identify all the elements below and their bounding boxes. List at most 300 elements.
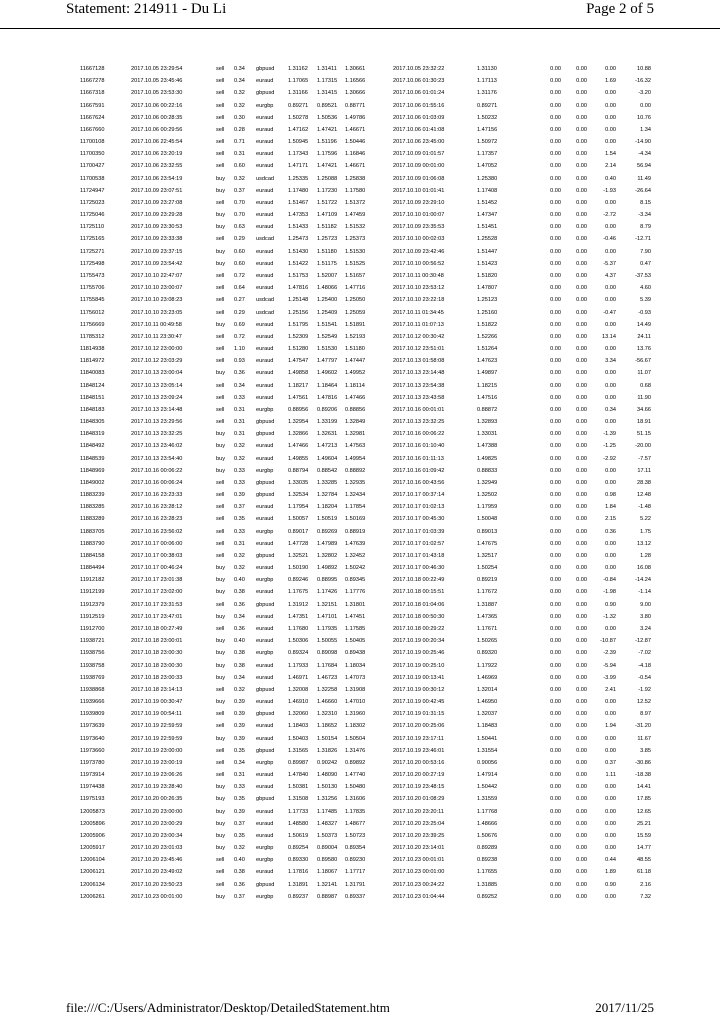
cell-take-profit: 1.47639: [345, 540, 366, 547]
cell-commission: 0.00: [550, 869, 561, 876]
cell-stop-loss: 1.17485: [317, 808, 338, 815]
cell-stop-loss: 1.47816: [317, 394, 338, 401]
cell-swap: -0.46: [603, 236, 616, 243]
cell-close-price: 1.51820: [477, 273, 498, 279]
table-row: [80, 428, 651, 440]
cell-size: 0.39: [234, 492, 245, 499]
cell-close-time: 2017.10.09 01:06:08: [393, 175, 445, 182]
cell-stop-loss: 0.89206: [317, 406, 338, 413]
cell-item: eurgbp: [256, 759, 274, 766]
cell-ticket: 12006121: [80, 869, 105, 876]
cell-close-price: 1.50972: [477, 139, 498, 146]
cell-stop-loss: 0.89521: [317, 102, 338, 109]
cell-close-price: 1.47914: [477, 772, 498, 779]
cell-close-price: 0.90056: [477, 759, 498, 766]
cell-open-price: 1.25473: [288, 236, 309, 243]
cell-size: 0.33: [234, 394, 245, 401]
cell-stop-loss: 1.18204: [317, 504, 338, 511]
cell-item: gbpusd: [256, 881, 275, 888]
cell-item: eurgbp: [256, 650, 274, 657]
cell-open-price: 1.47728: [288, 540, 309, 547]
cell-ticket: 11938769: [80, 674, 105, 681]
cell-open-price: 1.47547: [288, 358, 309, 365]
cell-size: 0.38: [234, 650, 245, 657]
table-row: [80, 136, 651, 148]
cell-close-price: 1.51452: [477, 199, 498, 206]
cell-swap: 0.00: [605, 784, 616, 791]
cell-type: sell: [216, 236, 225, 243]
cell-open-time: 2017.10.20 23:00:29: [131, 820, 183, 827]
cell-commission: 0.00: [550, 857, 561, 864]
cell-item: euraud: [256, 151, 274, 158]
cell-profit: 11.67: [637, 735, 651, 742]
cell-taxes: 0.00: [576, 869, 587, 876]
cell-commission: 0.00: [550, 540, 561, 547]
cell-close-price: 1.47365: [477, 613, 498, 620]
cell-take-profit: 0.89892: [345, 759, 366, 766]
table-row: [80, 720, 651, 732]
cell-type: buy: [216, 455, 226, 462]
cell-type: buy: [216, 187, 226, 194]
cell-take-profit: 1.50723: [345, 832, 366, 839]
table-row: [80, 331, 651, 343]
cell-close-time: 2017.10.09 00:01:00: [393, 163, 445, 170]
cell-close-time: 2017.10.10 00:02:03: [393, 236, 445, 243]
cell-taxes: 0.00: [576, 540, 587, 547]
cell-item: euraud: [256, 674, 274, 681]
cell-take-profit: 1.49954: [345, 455, 366, 462]
cell-commission: 0.00: [550, 467, 561, 474]
cell-profit: 16.08: [637, 565, 651, 572]
cell-take-profit: 1.50504: [345, 735, 366, 742]
cell-close-price: 1.17113: [477, 78, 497, 85]
cell-taxes: 0.00: [576, 516, 587, 523]
cell-size: 0.60: [234, 260, 245, 267]
cell-size: 0.33: [234, 467, 245, 474]
cell-taxes: 0.00: [576, 248, 587, 255]
cell-size: 0.34: [234, 382, 245, 389]
cell-close-time: 2017.10.12 00:30:42: [393, 333, 445, 340]
cell-open-time: 2017.10.06 00:29:56: [131, 126, 183, 133]
cell-close-time: 2017.10.11 01:34:45: [393, 309, 444, 316]
cell-open-time: 2017.10.20 23:00:34: [131, 832, 183, 839]
cell-open-time: 2017.10.09 23:33:38: [131, 236, 183, 243]
cell-close-time: 2017.10.20 00:25:06: [393, 723, 445, 730]
cell-open-time: 2017.10.19 23:06:26: [131, 772, 183, 779]
cell-taxes: 0.00: [576, 857, 587, 864]
cell-type: buy: [216, 832, 226, 839]
cell-close-price: 1.50441: [477, 735, 498, 742]
cell-item: gbpusd: [256, 601, 275, 608]
cell-close-time: 2017.10.19 23:48:15: [393, 784, 445, 791]
cell-open-time: 2017.10.05 23:29:54: [131, 66, 183, 73]
cell-commission: 0.00: [550, 747, 561, 754]
cell-swap: 0.90: [605, 881, 616, 888]
cell-open-price: 0.89330: [288, 857, 309, 864]
cell-profit: 1.28: [640, 552, 651, 559]
cell-size: 0.32: [234, 455, 245, 462]
cell-close-price: 1.18215: [477, 382, 498, 389]
cell-take-profit: 0.88892: [345, 467, 366, 474]
cell-commission: 0.00: [550, 102, 561, 109]
cell-close-price: 1.17768: [477, 808, 498, 815]
cell-ticket: 11912700: [80, 625, 105, 632]
cell-open-time: 2017.10.19 23:28:40: [131, 784, 183, 791]
cell-open-price: 0.88794: [288, 467, 309, 474]
cell-ticket: 11938756: [80, 650, 105, 657]
cell-size: 0.63: [234, 224, 245, 231]
cell-take-profit: 1.31791: [345, 881, 366, 888]
cell-item: euraud: [256, 820, 274, 827]
cell-profit: 3.24: [640, 625, 651, 632]
cell-size: 0.31: [234, 419, 245, 426]
cell-close-price: 1.50442: [477, 784, 498, 791]
cell-type: sell: [216, 358, 225, 365]
cell-close-time: 2017.10.19 01:31:15: [393, 711, 445, 718]
cell-size: 0.32: [234, 552, 245, 559]
cell-swap: 0.00: [605, 735, 616, 742]
cell-close-time: 2017.10.19 00:13:41: [393, 674, 445, 681]
cell-item: eurgbp: [256, 845, 274, 852]
cell-stop-loss: 0.90242: [317, 759, 338, 766]
cell-item: euraud: [256, 638, 274, 645]
cell-profit: 4.60: [640, 285, 651, 292]
cell-taxes: 0.00: [576, 832, 587, 839]
cell-take-profit: 1.18114: [345, 382, 365, 389]
cell-open-price: 1.47466: [288, 443, 309, 450]
cell-open-time: 2017.10.09 23:29:28: [131, 212, 183, 219]
cell-stop-loss: 1.52549: [317, 333, 338, 340]
cell-open-price: 1.31565: [288, 747, 309, 754]
cell-taxes: 0.00: [576, 808, 587, 815]
cell-open-price: 1.46971: [288, 674, 309, 681]
cell-profit: 3.85: [640, 747, 651, 754]
cell-open-price: 1.46910: [288, 699, 309, 706]
cell-close-time: 2017.10.12 23:51:01: [393, 346, 445, 353]
cell-type: buy: [216, 212, 226, 219]
cell-profit: 5.39: [640, 297, 651, 304]
cell-open-time: 2017.10.17 00:38:03: [131, 552, 183, 559]
cell-take-profit: 1.51657: [345, 273, 366, 279]
cell-close-price: 1.47052: [477, 163, 498, 170]
cell-item: usdcad: [256, 309, 275, 316]
cell-take-profit: 1.17585: [345, 625, 366, 632]
cell-commission: 0.00: [550, 577, 561, 584]
cell-stop-loss: 1.48327: [317, 820, 338, 827]
cell-type: buy: [216, 589, 226, 596]
cell-close-time: 2017.10.19 00:25:46: [393, 650, 445, 657]
cell-item: euraud: [256, 260, 274, 267]
cell-item: euraud: [256, 285, 274, 292]
cell-profit: 0.68: [640, 382, 651, 389]
cell-close-price: 1.51423: [477, 260, 498, 267]
cell-take-profit: 1.25059: [345, 309, 366, 316]
cell-stop-loss: 1.50055: [317, 638, 338, 645]
cell-size: 0.34: [234, 66, 245, 73]
cell-close-price: 1.47347: [477, 212, 498, 219]
cell-commission: 0.00: [550, 199, 561, 206]
cell-size: 0.27: [234, 297, 245, 304]
cell-size: 0.32: [234, 90, 245, 97]
cell-swap: 0.00: [605, 711, 616, 718]
cell-commission: 0.00: [550, 394, 561, 401]
cell-open-time: 2017.10.18 23:00:30: [131, 650, 183, 657]
cell-close-price: 1.17672: [477, 589, 498, 596]
cell-open-time: 2017.10.20 23:00:00: [131, 808, 183, 815]
cell-commission: 0.00: [550, 845, 561, 852]
cell-commission: 0.00: [550, 90, 561, 97]
cell-item: euraud: [256, 455, 274, 462]
cell-close-time: 2017.10.09 23:29:10: [393, 199, 445, 206]
table-row: [80, 173, 651, 185]
cell-commission: 0.00: [550, 78, 561, 85]
cell-commission: 0.00: [550, 686, 561, 693]
cell-swap: 1.11: [605, 772, 616, 779]
cell-size: 0.40: [234, 638, 245, 645]
cell-open-time: 2017.10.20 23:49:02: [131, 869, 183, 876]
cell-type: sell: [216, 419, 225, 426]
cell-size: 0.70: [234, 199, 245, 206]
cell-take-profit: 1.47073: [345, 674, 366, 681]
cell-open-time: 2017.10.19 00:30:47: [131, 699, 183, 706]
cell-commission: 0.00: [550, 443, 561, 450]
cell-stop-loss: 1.17935: [317, 625, 338, 632]
cell-close-price: 1.51822: [477, 321, 498, 328]
cell-swap: 2.14: [605, 163, 616, 170]
cell-ticket: 11938868: [80, 686, 105, 693]
cell-item: usdcad: [256, 297, 275, 304]
cell-stop-loss: 1.49604: [317, 455, 338, 462]
table-row: [80, 306, 651, 318]
cell-open-time: 2017.10.09 23:07:51: [131, 187, 183, 194]
table-row: [80, 124, 651, 136]
cell-open-time: 2017.10.13 23:32:25: [131, 431, 183, 438]
cell-take-profit: 1.32434: [345, 492, 366, 499]
cell-close-price: 0.89013: [477, 528, 498, 535]
cell-profit: 17.11: [637, 467, 651, 474]
cell-taxes: 0.00: [576, 66, 587, 73]
table-row: [80, 87, 651, 99]
cell-size: 0.36: [234, 601, 245, 608]
cell-commission: 0.00: [550, 516, 561, 523]
cell-commission: 0.00: [550, 187, 561, 194]
cell-profit: -1.48: [638, 504, 651, 511]
cell-commission: 0.00: [550, 796, 561, 803]
cell-take-profit: 1.51525: [345, 260, 366, 267]
cell-open-time: 2017.10.06 23:32:55: [131, 163, 183, 170]
cell-stop-loss: 1.32784: [317, 492, 338, 499]
cell-profit: 18.91: [637, 419, 651, 426]
cell-profit: 2.16: [640, 881, 651, 888]
cell-close-price: 1.31885: [477, 881, 498, 888]
cell-type: buy: [216, 650, 226, 657]
cell-stop-loss: 1.33199: [317, 419, 338, 426]
cell-stop-loss: 1.46723: [317, 674, 338, 681]
cell-close-time: 2017.10.19 00:30:12: [393, 686, 445, 693]
cell-item: euraud: [256, 784, 274, 791]
cell-size: 0.35: [234, 796, 245, 803]
cell-profit: 13.12: [637, 540, 651, 547]
cell-type: sell: [216, 492, 225, 499]
cell-stop-loss: 0.88987: [317, 893, 338, 900]
cell-type: sell: [216, 881, 225, 888]
cell-commission: 0.00: [550, 479, 561, 486]
table-row: [80, 611, 651, 623]
table-row: [80, 513, 651, 525]
table-row: [80, 100, 651, 112]
cell-stop-loss: 0.89580: [317, 857, 338, 864]
cell-swap: 0.00: [605, 479, 616, 486]
cell-profit: 12.48: [637, 492, 651, 499]
table-row: [80, 769, 651, 781]
cell-close-price: 1.31176: [477, 90, 497, 97]
cell-item: euraud: [256, 662, 274, 669]
cell-take-profit: 1.30661: [345, 66, 366, 73]
cell-size: 0.32: [234, 845, 245, 852]
cell-stop-loss: 1.50154: [317, 735, 338, 742]
cell-take-profit: 1.32935: [345, 479, 366, 486]
cell-swap: 0.00: [605, 102, 616, 109]
cell-ticket: 11883285: [80, 504, 105, 511]
cell-profit: 7.90: [640, 248, 651, 255]
cell-open-price: 1.47171: [288, 163, 309, 170]
cell-size: 0.38: [234, 869, 245, 876]
cell-close-time: 2017.10.10 23:22:18: [393, 297, 445, 304]
cell-open-price: 1.32060: [288, 711, 309, 718]
cell-open-price: 1.17675: [288, 589, 309, 596]
cell-type: sell: [216, 90, 225, 97]
cell-profit: -14.24: [635, 577, 651, 584]
cell-ticket: 11912379: [80, 601, 105, 608]
cell-swap: 0.00: [605, 565, 616, 572]
cell-profit: -16.32: [635, 78, 651, 85]
cell-size: 0.37: [234, 187, 245, 194]
cell-swap: 0.36: [605, 528, 616, 535]
cell-item: usdcad: [256, 175, 275, 182]
cell-item: euraud: [256, 78, 274, 85]
cell-taxes: 0.00: [576, 285, 587, 292]
cell-type: sell: [216, 711, 225, 718]
cell-open-time: 2017.10.19 23:00:19: [131, 759, 183, 766]
cell-close-time: 2017.10.19 00:20:34: [393, 638, 445, 645]
cell-close-price: 1.31130: [477, 66, 497, 73]
cell-type: buy: [216, 808, 226, 815]
cell-close-time: 2017.10.20 01:08:29: [393, 796, 445, 803]
cell-profit: 12.52: [637, 699, 651, 706]
cell-type: buy: [216, 820, 226, 827]
cell-taxes: 0.00: [576, 297, 587, 304]
cell-type: sell: [216, 723, 225, 730]
cell-commission: 0.00: [550, 285, 561, 292]
cell-close-price: 1.17655: [477, 869, 498, 876]
cell-take-profit: 1.47010: [345, 699, 366, 706]
cell-stop-loss: 1.18652: [317, 723, 338, 730]
cell-swap: 1.69: [605, 78, 616, 85]
cell-size: 0.31: [234, 772, 245, 779]
cell-stop-loss: 1.46660: [317, 699, 338, 706]
cell-commission: 0.00: [550, 662, 561, 669]
cell-swap: 0.00: [605, 796, 616, 803]
cell-type: buy: [216, 260, 226, 267]
cell-close-time: 2017.10.10 23:53:12: [393, 285, 445, 292]
cell-take-profit: 1.16846: [345, 151, 366, 158]
cell-swap: 0.00: [605, 139, 616, 146]
cell-type: buy: [216, 893, 226, 900]
page-number: Page 2 of 5: [586, 1, 654, 17]
cell-stop-loss: 1.25723: [317, 236, 338, 243]
cell-ticket: 11848969: [80, 467, 105, 474]
cell-open-price: 1.31891: [288, 881, 309, 888]
cell-type: sell: [216, 333, 225, 340]
cell-open-price: 1.51280: [288, 346, 309, 353]
cell-taxes: 0.00: [576, 528, 587, 535]
cell-take-profit: 1.46671: [345, 126, 366, 133]
cell-size: 0.31: [234, 406, 245, 413]
cell-taxes: 0.00: [576, 382, 587, 389]
cell-item: euraud: [256, 212, 274, 219]
cell-item: euraud: [256, 808, 274, 815]
cell-commission: 0.00: [550, 126, 561, 133]
cell-stop-loss: 1.47421: [317, 126, 338, 133]
cell-commission: 0.00: [550, 175, 561, 182]
cell-close-time: 2017.10.13 23:54:38: [393, 382, 445, 389]
cell-taxes: 0.00: [576, 735, 587, 742]
cell-taxes: 0.00: [576, 638, 587, 645]
cell-type: buy: [216, 443, 226, 450]
cell-ticket: 11848539: [80, 455, 105, 462]
cell-type: sell: [216, 273, 225, 279]
cell-take-profit: 1.51532: [345, 224, 366, 231]
cell-take-profit: 1.50446: [345, 139, 366, 146]
cell-type: buy: [216, 735, 226, 742]
cell-type: sell: [216, 151, 225, 158]
cell-item: euraud: [256, 346, 274, 353]
cell-item: euraud: [256, 382, 274, 389]
table-row: [80, 477, 651, 489]
cell-open-time: 2017.10.19 23:00:00: [131, 747, 183, 754]
cell-taxes: 0.00: [576, 893, 587, 900]
table-row: [80, 270, 651, 282]
cell-commission: 0.00: [550, 346, 561, 353]
cell-close-time: 2017.10.20 23:25:04: [393, 820, 445, 827]
cell-item: euraud: [256, 735, 274, 742]
cell-open-price: 1.32954: [288, 419, 309, 426]
cell-commission: 0.00: [550, 723, 561, 730]
cell-stop-loss: 1.51180: [317, 248, 337, 255]
cell-close-time: 2017.10.09 23:35:53: [393, 224, 445, 231]
cell-size: 0.38: [234, 589, 245, 596]
cell-item: gbpusd: [256, 90, 275, 97]
cell-open-time: 2017.10.18 00:27:49: [131, 625, 183, 632]
cell-type: sell: [216, 346, 225, 353]
cell-taxes: 0.00: [576, 796, 587, 803]
cell-close-price: 1.18483: [477, 723, 498, 730]
cell-open-time: 2017.10.13 23:14:48: [131, 406, 183, 413]
cell-taxes: 0.00: [576, 309, 587, 316]
table-row: [80, 586, 651, 598]
cell-item: eurgbp: [256, 893, 274, 900]
cell-profit: 56.94: [637, 163, 651, 170]
cell-take-profit: 1.47447: [345, 358, 366, 365]
table-row: [80, 319, 651, 331]
cell-open-time: 2017.10.05 23:53:30: [131, 90, 183, 97]
cell-close-price: 1.25123: [477, 297, 498, 304]
table-row: [80, 404, 651, 416]
cell-swap: 0.00: [605, 625, 616, 632]
cell-close-time: 2017.10.18 00:22:49: [393, 577, 445, 584]
cell-type: buy: [216, 638, 226, 645]
table-row: [80, 842, 651, 854]
